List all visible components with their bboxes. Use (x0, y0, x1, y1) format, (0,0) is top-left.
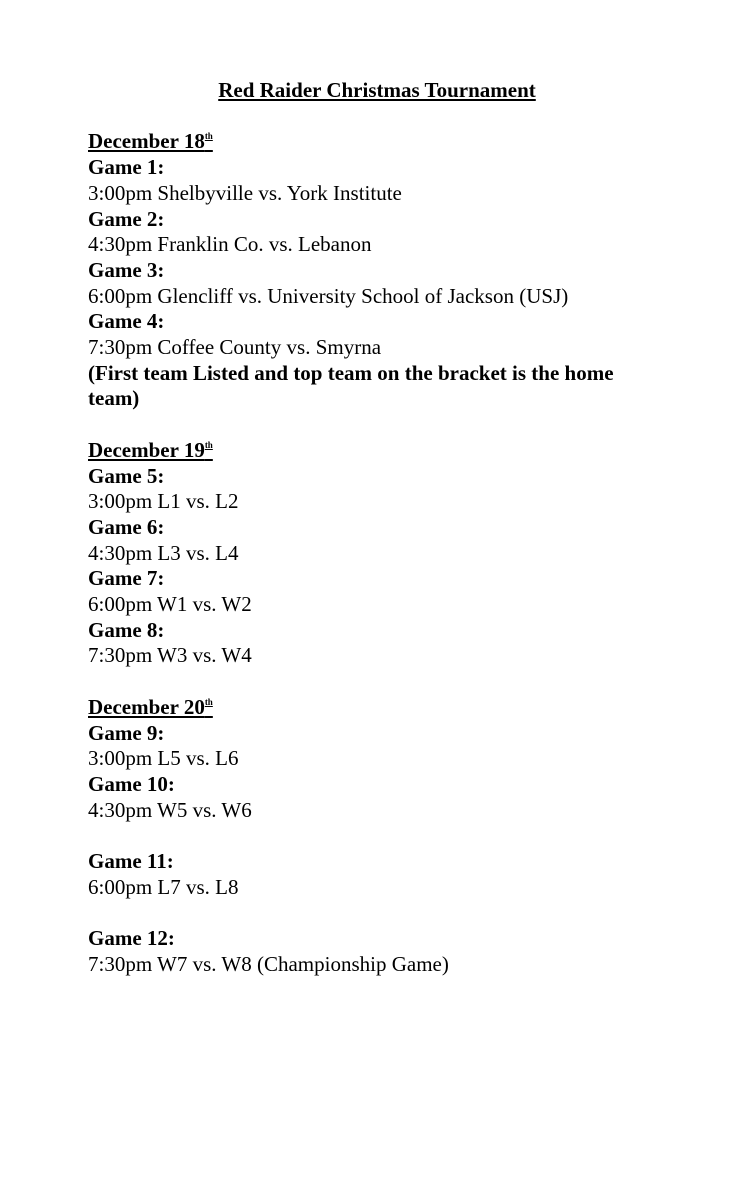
game-label: Game 12: (88, 926, 175, 951)
game-label: Game 9: (88, 720, 165, 745)
day-date-suffix: th (204, 696, 213, 707)
day-heading (88, 438, 668, 464)
game-line: 6:00pm L7 vs. L8 (88, 874, 239, 899)
game-label: Game 5: (88, 463, 165, 488)
day-section-dec-20 (88, 695, 668, 978)
game-line: 3:00pm L5 vs. L6 (88, 746, 239, 771)
day-date-suffix: th (204, 131, 213, 142)
game-label: Game 7: (88, 566, 165, 591)
document-content (88, 78, 668, 978)
spacer (88, 104, 668, 130)
day-heading (88, 695, 668, 721)
day-date: December 18 (88, 129, 205, 154)
game-label: Game 1: (88, 155, 165, 180)
home-team-note-line-1: (First team Listed and top team on the bracket is the home (88, 360, 614, 385)
day-section-dec-19 (88, 438, 668, 669)
day-date: December 20 (88, 694, 205, 719)
document-title: Red Raider Christmas Tournament (218, 78, 536, 102)
game-line: 4:30pm L3 vs. L4 (88, 540, 239, 565)
spacer (88, 900, 668, 926)
game-label: Game 10: (88, 771, 175, 796)
game-label: Game 8: (88, 617, 165, 642)
game-label: Game 2: (88, 206, 165, 231)
game-line: 7:30pm Coffee County vs. Smyrna (88, 335, 382, 360)
day-section-dec-18 (88, 129, 668, 412)
game-line: 7:30pm W7 vs. W8 (Championship Game) (88, 951, 449, 976)
day-date-suffix: th (204, 439, 213, 450)
game-label: Game 4: (88, 309, 165, 334)
spacer (88, 823, 668, 849)
game-line: 4:30pm Franklin Co. vs. Lebanon (88, 232, 372, 257)
home-team-note-line-2: team) (88, 386, 140, 411)
game-line: 7:30pm W3 vs. W4 (88, 643, 252, 668)
game-line: 6:00pm Glencliff vs. University School of Jackson (USJ) (88, 283, 569, 308)
game-label: Game 6: (88, 514, 165, 539)
day-heading (88, 129, 668, 155)
game-line: 3:00pm Shelbyville vs. York Institute (88, 180, 402, 205)
game-line: 6:00pm W1 vs. W2 (88, 592, 252, 617)
game-line: 3:00pm L1 vs. L2 (88, 489, 239, 514)
day-date: December 19 (88, 437, 205, 462)
game-label: Game 11: (88, 849, 174, 874)
spacer (88, 412, 668, 438)
game-line: 4:30pm W5 vs. W6 (88, 797, 252, 822)
spacer (88, 669, 668, 695)
game-label: Game 3: (88, 257, 165, 282)
